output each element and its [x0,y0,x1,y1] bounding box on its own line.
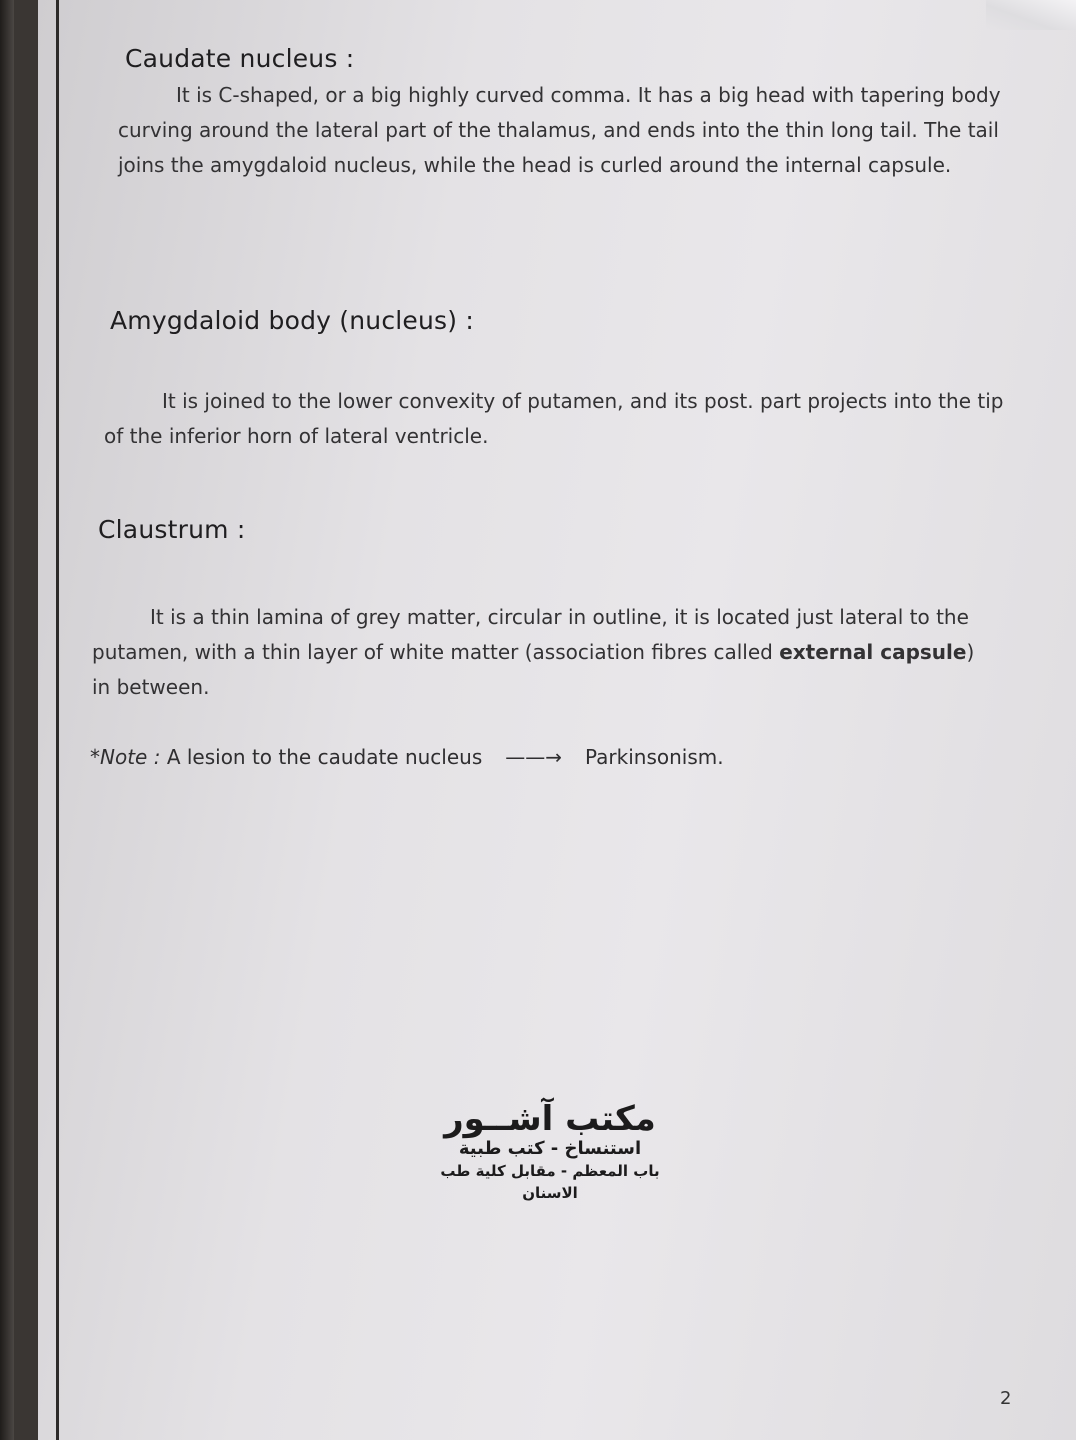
page-edge-line [56,0,59,1440]
stamp-line-2: استنساخ - كتب طبية [458,1138,642,1159]
paragraph-text: It is C-shaped, or a big highly curved comma. It has a big head with tapering body curving around the lateral part of the thalamus, and ends into the thin long tail. The tail joins the amygdaloid nucleus, while the head is curled around the internal capsule. [118,83,1001,177]
page-corner [986,0,1076,30]
stamp-line-1: مكتب آشــور [444,1099,656,1139]
paragraph-text: It is joined to the lower convexity of putamen, and its post. part projects into the tip of the inferior horn of lateral ventricle. [104,389,1004,448]
note-label: *Note : [90,745,161,769]
heading-amygdaloid-body: Amygdaloid body (nucleus) : [110,306,474,335]
paragraph-text-end: ) in between. [92,640,975,699]
paragraph-text: It is a thin lamina of grey matter, circular in outline, it is located just lateral to the putamen, with a thin layer of white matter (association fibres called [92,605,969,664]
note-result: Parkinsonism. [584,745,724,769]
paragraph-claustrum [92,600,997,705]
stamp-line-3: باب المعظم - مقابل كلية طب الاسنان [440,1162,660,1202]
paragraph-caudate-nucleus [118,78,1023,183]
document-page [38,0,1076,1440]
binding-shadow [0,0,14,1440]
paragraph-amygdaloid-body [104,384,1004,454]
bold-term: external capsule [779,640,967,664]
note-line [90,745,990,769]
note-text: A lesion to the caudate nucleus [166,745,483,769]
heading-caudate-nucleus: Caudate nucleus : [125,44,355,73]
printer-stamp [420,1100,680,1204]
heading-claustrum: Claustrum : [98,515,246,544]
arrow-right-icon: ——→ [505,745,562,769]
page-number: 2 [1000,1388,1012,1409]
